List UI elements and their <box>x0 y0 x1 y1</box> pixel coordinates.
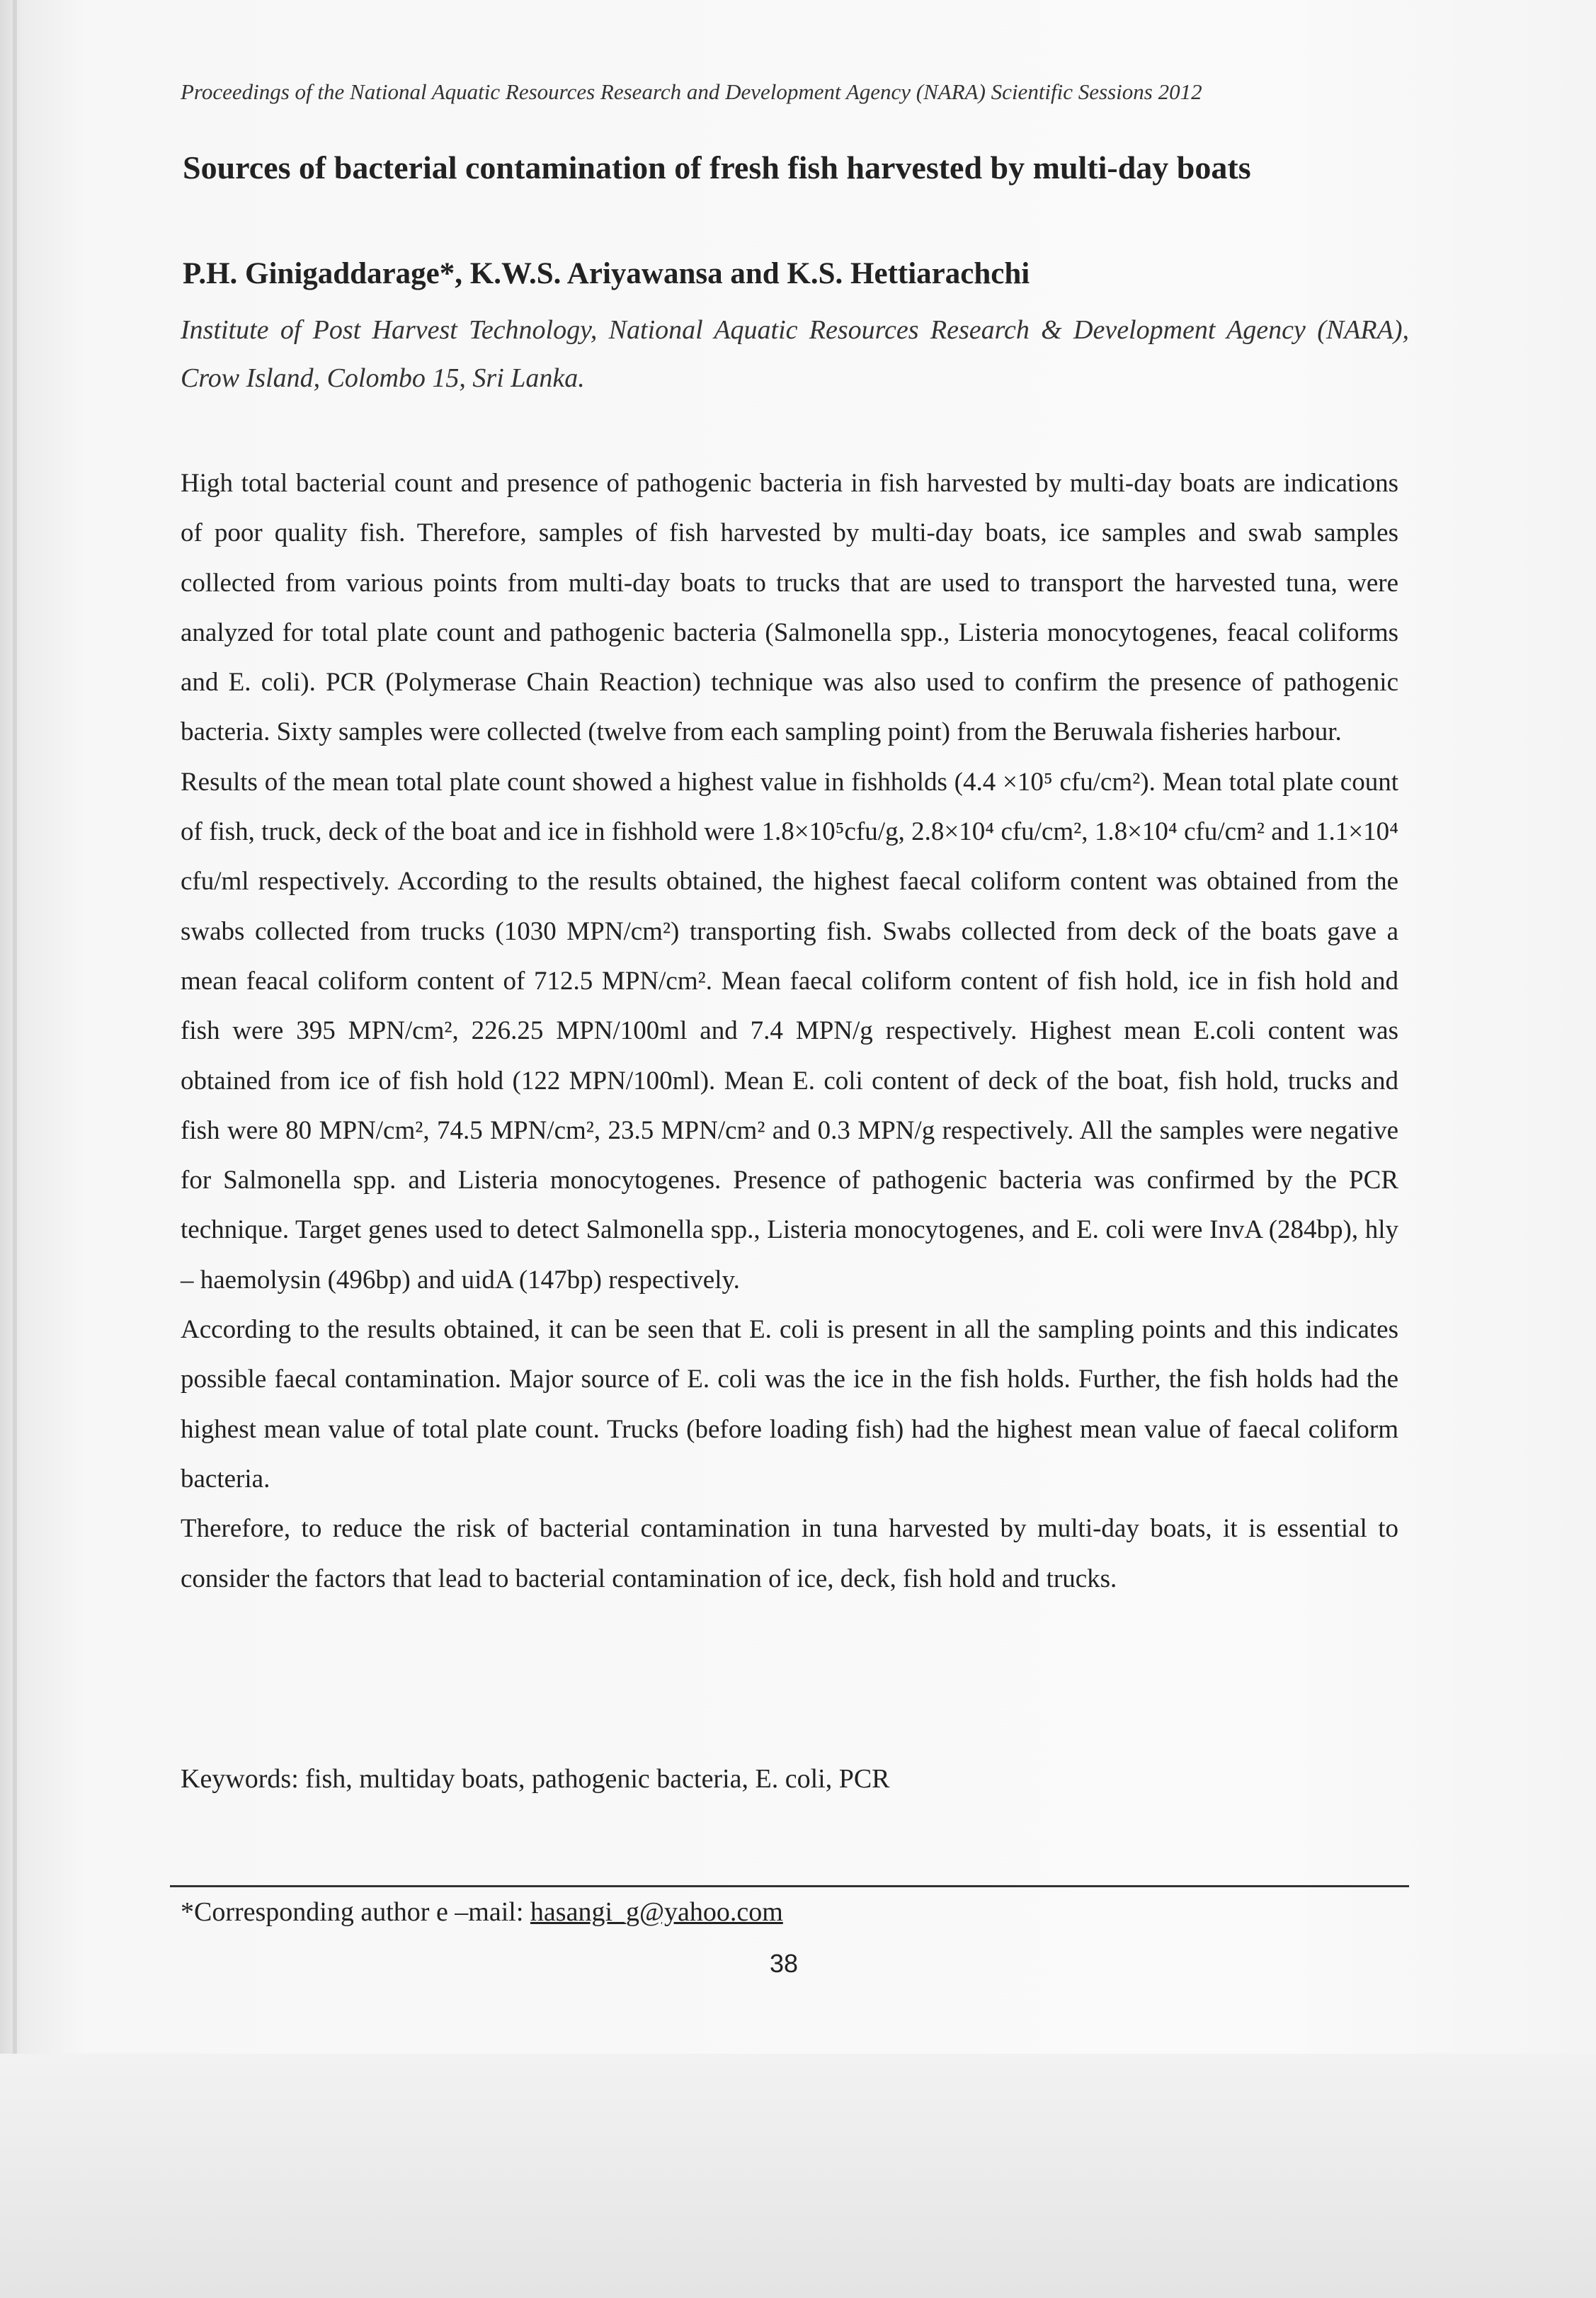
footnote-label: *Corresponding author e –mail: <box>181 1897 530 1927</box>
abstract-paragraph: According to the results obtained, it can be seen that E. coli is present in all the sampling points and this indicates possible faecal contamination. Major source of E. coli was the ice in the fish holds. Further, the fish holds had the highest mean value of total plate count. Trucks (before loading fish) had the highest mean value of faecal coliform bacteria. <box>181 1315 1398 1494</box>
author-email-link[interactable]: hasangi_g@yahoo.com <box>530 1897 783 1927</box>
author-list: P.H. Ginigaddarage*, K.W.S. Ariyawansa and K.S. Hettiarachchi <box>183 257 1030 290</box>
running-header: Proceedings of the National Aquatic Resources Research and Development Agency (NARA) Scientific Sessions 2012 <box>181 79 1202 104</box>
abstract-paragraph: High total bacterial count and presence of pathogenic bacteria in fish harvested by multi-day boats are indications of poor quality fish. Therefore, samples of fish harvested by multi-day boats, ice samples and swab samples collected from various points from multi-day boats to trucks that are used to transport the harvested tuna, were analyzed for total plate count and pathogenic bacteria (Salmonella spp., Listeria monocytogenes, feacal coliforms and E. coli). PCR (Polymerase Chain Reaction) technique was also used to confirm the presence of pathogenic bacteria. Sixty samples were collected (twelve from each sampling point) from the Beruwala fisheries harbour. <box>181 469 1398 747</box>
binding-shadow <box>13 0 17 2054</box>
keywords: Keywords: fish, multiday boats, pathogenic bacteria, E. coli, PCR <box>181 1764 890 1794</box>
scan-bottom-shadow <box>0 2054 1596 2298</box>
abstract-paragraph: Therefore, to reduce the risk of bacterial contamination in tuna harvested by multi-day boats, it is essential to consider the factors that lead to bacterial contamination of ice, deck, fish hold and trucks. <box>181 1514 1398 1593</box>
footnote-divider <box>170 1885 1409 1887</box>
corresponding-author-footnote <box>181 1896 783 1928</box>
paper-title: Sources of bacterial contamination of fresh fish harvested by multi-day boats <box>183 149 1251 186</box>
abstract <box>181 459 1398 1604</box>
affiliation: Institute of Post Harvest Technology, National Aquatic Resources Research & Development Agency (NARA), Crow Island, Colombo 15, Sri Lanka. <box>181 315 1409 393</box>
page-number: 38 <box>770 1949 799 1978</box>
abstract-paragraph: Results of the mean total plate count showed a highest value in fishholds (4.4 ×10⁵ cfu/cm²). Mean total plate count of fish, truck, deck of the boat and ice in fishhold were 1.8×10⁵cfu/g, 2.8×10⁴ cfu/cm², 1.8×10⁴ cfu/cm² and 1.1×10⁴ cfu/ml respectively. According to the results obtained, the highest faecal coliform content was obtained from the swabs collected from trucks (1030 MPN/cm²) transporting fish. Swabs collected from deck of the boats gave a mean feacal coliform content of 712.5 MPN/cm². Mean faecal coliform content of fish hold, ice in fish hold and fish were 395 MPN/cm², 226.25 MPN/100ml and 7.4 MPN/g respectively. Highest mean E.coli content was obtained from ice of fish hold (122 MPN/100ml). Mean E. coli content of deck of the boat, fish hold, trucks and fish were 80 MPN/cm², 74.5 MPN/cm², 23.5 MPN/cm² and 0.3 MPN/g respectively. All the samples were negative for Salmonella spp. and Listeria monocytogenes. Presence of pathogenic bacteria was confirmed by the PCR technique. Target genes used to detect Salmonella spp., Listeria monocytogenes, and E. coli were InvA (284bp), hly – haemolysin (496bp) and uidA (147bp) respectively. <box>181 767 1398 1295</box>
